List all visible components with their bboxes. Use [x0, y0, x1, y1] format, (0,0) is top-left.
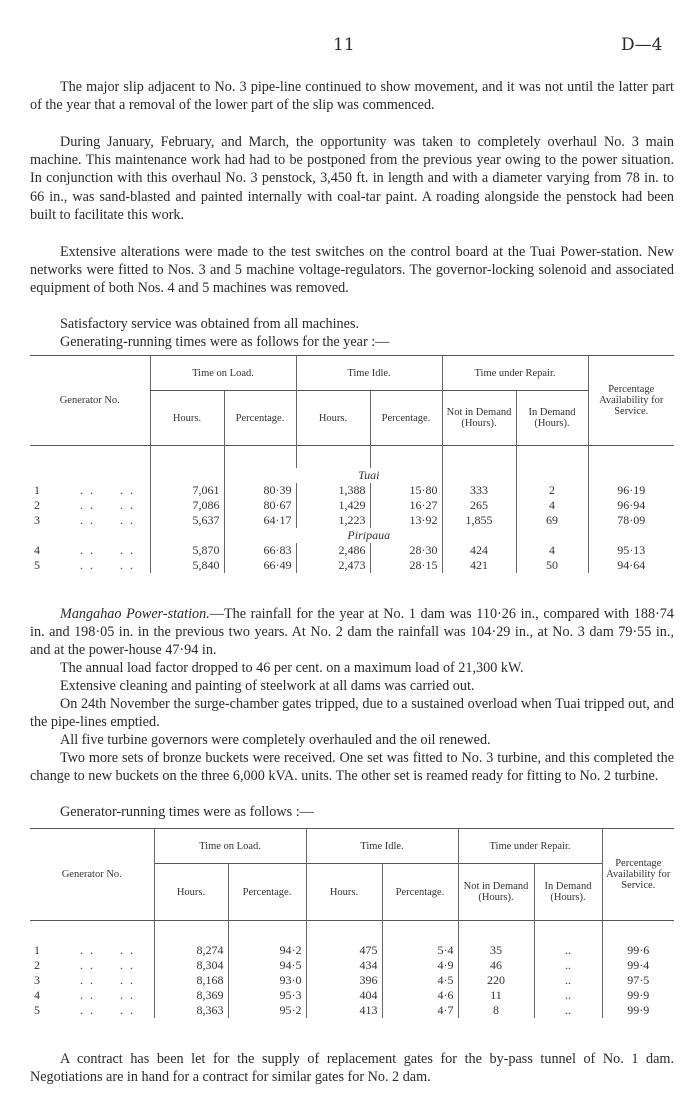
spacer-cell: [588, 446, 674, 469]
in-demand-cell: 4: [516, 543, 588, 558]
generator-times-table-mangahao: [30, 828, 674, 1018]
paragraph-alterations: Extensive alterations were made to the test switches on the control board at the Tuai Power-station. New networks were fitted to Nos. 3 and 5 machine voltage-regulators. The governor-locking solenoid and associated equipment of both Nos. 4 and 5 machines was removed.: [30, 244, 674, 297]
load-hours-cell: 7,086: [150, 498, 224, 513]
leader-dots: . . . .: [80, 943, 135, 957]
header2-not-in-demand: Not in Demand (Hours).: [458, 864, 534, 921]
header-not-in-demand: Not in Demand (Hours).: [442, 391, 516, 446]
group-spacer-cell: [224, 468, 296, 483]
load-hours-cell: 7,061: [150, 483, 224, 498]
load-percentage-cell: 80·67: [224, 498, 296, 513]
idle-hours-cell: 413: [306, 1003, 382, 1018]
group-spacer-cell: [588, 468, 674, 483]
paragraph-slip: The major slip adjacent to No. 3 pipe-line continued to show movement, and it was not until the latter part of the year that a removal of the lower part of the slip was commenced.: [30, 79, 674, 114]
header2-load-percentage: Percentage.: [228, 864, 306, 921]
spacer-cell: [224, 446, 296, 469]
idle-hours-cell: 1,429: [296, 498, 370, 513]
spacer-cell: [306, 921, 382, 944]
generator-cell: [30, 498, 150, 513]
spacer-cell: [516, 446, 588, 469]
in-demand-cell: 50: [516, 558, 588, 573]
table-row: [30, 513, 674, 528]
in-demand-cell: ..: [534, 1003, 602, 1018]
idle-percentage-cell: 15·80: [370, 483, 442, 498]
leader-dots: . . . .: [80, 958, 135, 972]
header2-time-idle: Time Idle.: [306, 829, 458, 864]
idle-percentage-cell: 4·5: [382, 973, 458, 988]
load-hours-cell: 8,369: [154, 988, 228, 1003]
generator-number: 5: [34, 1003, 40, 1017]
paragraph-overhaul: During January, February, and March, the opportunity was taken to completely overhaul No. 3 main machine. This maintenance work had had to be postponed from the previous year owing to the power situation. In conjunction with this overhaul No. 3 penstock, 3,450 ft. in length and with a diameter varying from 78 in. to 66 in., was sand-blasted and painted internally with coal-tar paint. A roading alongside the penstock had been built to facilitate this work.: [30, 134, 674, 223]
not-in-demand-cell: 220: [458, 973, 534, 988]
mangahao-heading: Mangahao Power-station.: [60, 606, 210, 622]
load-percentage-cell: 93·0: [228, 973, 306, 988]
in-demand-cell: ..: [534, 943, 602, 958]
generator-number: 5: [34, 558, 40, 572]
load-hours-cell: 5,870: [150, 543, 224, 558]
load-hours-cell: 8,274: [154, 943, 228, 958]
not-in-demand-cell: 11: [458, 988, 534, 1003]
group-heading-tuai: Tuai: [358, 468, 380, 482]
header2-load-hours: Hours.: [154, 864, 228, 921]
generator-cell: [30, 558, 150, 573]
availability-cell: 94·64: [588, 558, 674, 573]
group-spacer-cell: [150, 468, 224, 483]
idle-hours-cell: 2,486: [296, 543, 370, 558]
generator-cell: [30, 543, 150, 558]
generator-number: 4: [34, 543, 40, 557]
header-load-percentage: Percentage.: [224, 391, 296, 446]
header2-time-on-load: Time on Load.: [154, 829, 306, 864]
group-spacer-cell: [442, 468, 516, 483]
group-spacer-cell: [30, 468, 150, 483]
leader-dots: . . . .: [80, 1003, 135, 1017]
paragraph-service: Satisfactory service was obtained from all machines.: [60, 316, 360, 332]
header2-idle-percentage: Percentage.: [382, 864, 458, 921]
not-in-demand-cell: 8: [458, 1003, 534, 1018]
spacer-cell: [534, 921, 602, 944]
availability-cell: 95·13: [588, 543, 674, 558]
header-in-demand: In Demand (Hours).: [516, 391, 588, 446]
load-percentage-cell: 66·49: [224, 558, 296, 573]
not-in-demand-cell: 46: [458, 958, 534, 973]
idle-hours-cell: 396: [306, 973, 382, 988]
idle-percentage-cell: 28·15: [370, 558, 442, 573]
group-spacer-cell: [150, 528, 224, 543]
load-percentage-cell: 95·2: [228, 1003, 306, 1018]
group-spacer-cell: [224, 528, 296, 543]
table-row: [30, 973, 674, 988]
generator-cell: [30, 988, 154, 1003]
spacer-cell: [458, 921, 534, 944]
header-generator-no: Generator No.: [30, 356, 150, 446]
paragraph-contract: A contract has been let for the supply of replacement gates for the by-pass tunnel of No. 1 dam. Negotiations are in hand for a contract for similar gates for No. 2 dam.: [30, 1051, 674, 1086]
idle-hours-cell: 1,223: [296, 513, 370, 528]
header-time-under-repair: Time under Repair.: [442, 356, 588, 391]
not-in-demand-cell: 1,855: [442, 513, 516, 528]
paragraph-running-intro: Generating-running times were as follows for the year :—: [60, 334, 390, 350]
table-row: [30, 543, 674, 558]
availability-cell: 99·9: [602, 1003, 674, 1018]
idle-hours-cell: 434: [306, 958, 382, 973]
idle-hours-cell: 475: [306, 943, 382, 958]
paragraph-cleaning: Extensive cleaning and painting of steelwork at all dams was carried out.: [60, 678, 475, 694]
generator-number: 1: [34, 943, 40, 957]
load-hours-cell: 5,637: [150, 513, 224, 528]
spacer-cell: [30, 921, 154, 944]
spacer-row: [30, 921, 674, 944]
availability-cell: 99·9: [602, 988, 674, 1003]
load-percentage-cell: 95·3: [228, 988, 306, 1003]
load-percentage-cell: 94·2: [228, 943, 306, 958]
paragraph-mangahao-rainfall: Mangahao Power-station.—The rainfall for the year at No. 1 dam was 110·26 in., compared with 188·74 in. and 198·05 in. in the previous two years. At No. 2 dam the rainfall was 104·29 in., at No. 3 dam 79·55 in., and at the power-house 47·94 in.: [30, 606, 674, 659]
load-percentage-cell: 66·83: [224, 543, 296, 558]
group-heading-piripaua: Piripaua: [347, 528, 391, 542]
idle-percentage-cell: 16·27: [370, 498, 442, 513]
availability-cell: 99·6: [602, 943, 674, 958]
generator-cell: [30, 483, 150, 498]
header-time-idle: Time Idle.: [296, 356, 442, 391]
leader-dots: . . . .: [80, 558, 135, 572]
not-in-demand-cell: 35: [458, 943, 534, 958]
generator-cell: [30, 513, 150, 528]
availability-cell: 99·4: [602, 958, 674, 973]
group-spacer-cell: [516, 528, 588, 543]
generator-number: 1: [34, 483, 40, 497]
leader-dots: . . . .: [80, 513, 135, 527]
leader-dots: . . . .: [80, 498, 135, 512]
spacer-row: [30, 446, 674, 469]
group-heading-row: [30, 528, 674, 543]
header-idle-percentage: Percentage.: [370, 391, 442, 446]
spacer-cell: [30, 446, 150, 469]
table-row: [30, 943, 674, 958]
generator-cell: [30, 943, 154, 958]
generator-cell: [30, 1003, 154, 1018]
page-code: D—4: [621, 35, 663, 55]
idle-percentage-cell: 13·92: [370, 513, 442, 528]
header2-in-demand: In Demand (Hours).: [534, 864, 602, 921]
availability-cell: 96·19: [588, 483, 674, 498]
load-hours-cell: 8,304: [154, 958, 228, 973]
not-in-demand-cell: 421: [442, 558, 516, 573]
idle-hours-cell: 404: [306, 988, 382, 1003]
availability-cell: 96·94: [588, 498, 674, 513]
load-percentage-cell: 64·17: [224, 513, 296, 528]
group-spacer-cell: [516, 468, 588, 483]
idle-percentage-cell: 4·6: [382, 988, 458, 1003]
load-hours-cell: 5,840: [150, 558, 224, 573]
not-in-demand-cell: 424: [442, 543, 516, 558]
group-spacer-cell: [588, 528, 674, 543]
in-demand-cell: 69: [516, 513, 588, 528]
idle-hours-cell: 1,388: [296, 483, 370, 498]
leader-dots: . . . .: [80, 543, 135, 557]
availability-cell: 78·09: [588, 513, 674, 528]
spacer-cell: [296, 446, 370, 469]
table-row: [30, 958, 674, 973]
generator-number: 3: [34, 973, 40, 987]
page-number: 11: [333, 35, 355, 55]
idle-percentage-cell: 5·4: [382, 943, 458, 958]
header-availability: Percentage Availability for Service.: [588, 356, 674, 446]
header-idle-hours: Hours.: [296, 391, 370, 446]
generator-number: 4: [34, 988, 40, 1002]
not-in-demand-cell: 265: [442, 498, 516, 513]
leader-dots: . . . .: [80, 973, 135, 987]
in-demand-cell: 2: [516, 483, 588, 498]
table-row: [30, 498, 674, 513]
spacer-cell: [150, 446, 224, 469]
group-spacer-cell: [30, 528, 150, 543]
idle-percentage-cell: 28·30: [370, 543, 442, 558]
header2-time-under-repair: Time under Repair.: [458, 829, 602, 864]
generator-number: 2: [34, 958, 40, 972]
header-time-on-load: Time on Load.: [150, 356, 296, 391]
paragraph-surge-chamber: On 24th November the surge-chamber gates tripped, due to a sustained overload when Tuai tripped out, and the pipe-lines emptied.: [30, 696, 674, 731]
leader-dots: . . . .: [80, 483, 135, 497]
paragraph-buckets: Two more sets of bronze buckets were received. One set was fitted to No. 3 turbine, and this completed the change to new buckets on the three 6,000 kVA. units. The other set is reamed ready for fitting to No. 2 turbine.: [30, 750, 674, 785]
header2-availability: Percentage Availability for Service.: [602, 829, 674, 921]
in-demand-cell: ..: [534, 988, 602, 1003]
in-demand-cell: ..: [534, 958, 602, 973]
header2-generator-no: Generator No.: [30, 829, 154, 921]
load-percentage-cell: 80·39: [224, 483, 296, 498]
table-row: [30, 558, 674, 573]
in-demand-cell: ..: [534, 973, 602, 988]
generator-cell: [30, 958, 154, 973]
table-row: [30, 1003, 674, 1018]
paragraph-load-factor: The annual load factor dropped to 46 per cent. on a maximum load of 21,300 kW.: [60, 660, 524, 676]
table-row: [30, 988, 674, 1003]
generator-number: 2: [34, 498, 40, 512]
spacer-cell: [442, 446, 516, 469]
not-in-demand-cell: 333: [442, 483, 516, 498]
spacer-cell: [602, 921, 674, 944]
group-heading-row: [30, 468, 674, 483]
spacer-cell: [382, 921, 458, 944]
in-demand-cell: 4: [516, 498, 588, 513]
generator-cell: [30, 973, 154, 988]
idle-percentage-cell: 4·7: [382, 1003, 458, 1018]
load-hours-cell: 8,363: [154, 1003, 228, 1018]
group-spacer-cell: [442, 528, 516, 543]
header-load-hours: Hours.: [150, 391, 224, 446]
spacer-cell: [228, 921, 306, 944]
header2-idle-hours: Hours.: [306, 864, 382, 921]
generator-number: 3: [34, 513, 40, 527]
load-percentage-cell: 94·5: [228, 958, 306, 973]
idle-percentage-cell: 4·9: [382, 958, 458, 973]
spacer-cell: [370, 446, 442, 469]
idle-hours-cell: 2,473: [296, 558, 370, 573]
availability-cell: 97·5: [602, 973, 674, 988]
paragraph-governors: All five turbine governors were completely overhauled and the oil renewed.: [60, 732, 491, 748]
load-hours-cell: 8,168: [154, 973, 228, 988]
paragraph-running-intro-2: Generator-running times were as follows :—: [60, 804, 314, 820]
spacer-cell: [154, 921, 228, 944]
generator-times-table-tuai-piripaua: [30, 355, 674, 573]
table-row: [30, 483, 674, 498]
leader-dots: . . . .: [80, 988, 135, 1002]
